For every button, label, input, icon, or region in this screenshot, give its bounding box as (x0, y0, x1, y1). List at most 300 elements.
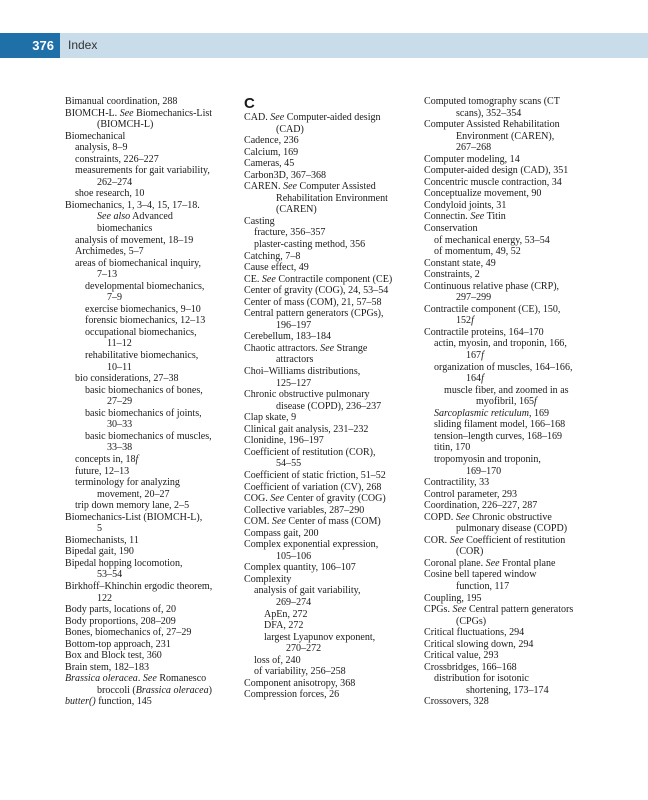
index-text: Bottom-top approach, 231 (65, 638, 171, 650)
index-line (424, 304, 609, 316)
index-line (65, 546, 245, 558)
index-text: Coefficient of restitution (COR), (244, 446, 376, 458)
index-text: Contractile component (CE), 150, (424, 303, 561, 315)
index-text: Birkhoff–Khinchin ergodic theorem, (65, 580, 213, 592)
index-text: Rehabilitation Environment (276, 192, 388, 204)
index-line (244, 227, 424, 239)
index-text: Catching, 7–8 (244, 250, 301, 262)
index-line (424, 350, 609, 362)
index-text: Romanesco (156, 673, 207, 685)
index-line (424, 165, 609, 177)
index-text: developmental biomechanics, (85, 280, 205, 292)
index-line (424, 188, 609, 200)
index-text: of mechanical energy, 53–54 (434, 234, 550, 246)
index-italic-text: See (270, 493, 285, 505)
index-line (244, 562, 424, 574)
index-line (424, 442, 609, 454)
index-text: BIOMCH-L. (65, 107, 120, 119)
index-line (424, 131, 609, 143)
index-text: Chronic obstructive (469, 511, 552, 523)
index-text: measurements for gait variability, (75, 165, 210, 177)
index-line (65, 581, 245, 593)
index-line (424, 466, 609, 478)
index-line (65, 350, 245, 362)
index-text: Coronal plane. (424, 557, 486, 569)
index-line (244, 216, 424, 228)
index-text: 196–197 (276, 319, 312, 331)
index-text: Bipedal hopping locomotion, (65, 557, 183, 569)
index-text: Cerebellum, 183–184 (244, 331, 332, 343)
index-text: (BIOMCH-L) (97, 119, 154, 131)
index-line (244, 297, 424, 309)
index-text: COR. (424, 534, 450, 546)
index-line (424, 662, 609, 674)
index-line (244, 389, 424, 401)
index-text: 54–55 (276, 458, 302, 470)
index-text: constraints, 226–227 (75, 153, 159, 165)
index-text: Center of mass (COM), 21, 57–58 (244, 296, 382, 308)
index-text: attractors (276, 354, 314, 366)
index-line (424, 246, 609, 258)
index-line (244, 470, 424, 482)
index-text: Coefficient of static friction, 51–52 (244, 469, 386, 481)
index-line (65, 246, 245, 258)
index-line (65, 523, 245, 535)
index-text: Biomechanics-List (BIOMCH-L), (65, 511, 203, 523)
index-text: terminology for analyzing (75, 477, 180, 489)
index-text: pulmonary disease (COPD) (456, 523, 568, 535)
index-line (65, 512, 245, 524)
index-line (244, 366, 424, 378)
index-text: 267–268 (456, 142, 492, 154)
index-text: 27–29 (107, 396, 133, 408)
index-text: Compression forces, 26 (244, 689, 340, 701)
index-column-1 (65, 96, 245, 708)
index-text: Connectin. (424, 211, 471, 223)
index-text: Biomechanics, 1, 3–4, 15, 17–18. (65, 199, 200, 211)
index-line (244, 678, 424, 690)
index-line (65, 396, 245, 408)
index-text: exercise biomechanics, 9–10 (85, 303, 201, 315)
index-text: Body proportions, 208–209 (65, 615, 176, 627)
index-italic-text: See (142, 673, 157, 685)
index-text: (COR) (456, 546, 484, 558)
index-line (424, 581, 609, 593)
index-text: organization of muscles, 164–166, (434, 361, 573, 373)
index-line (65, 223, 245, 235)
index-text: bio considerations, 27–38 (75, 373, 179, 385)
index-line (65, 604, 245, 616)
index-text: Strange (334, 342, 368, 354)
index-text: Calcium, 169 (244, 146, 299, 158)
index-line (244, 435, 424, 447)
index-text: ApEn, 272 (264, 608, 308, 620)
index-text: Critical value, 293 (424, 650, 499, 662)
index-text: 270–272 (286, 643, 322, 655)
index-line (424, 431, 609, 443)
index-text: Contractile proteins, 164–170 (424, 326, 544, 338)
index-italic-text: f (135, 453, 139, 465)
index-text: Center of gravity (COG), 24, 53–54 (244, 285, 389, 297)
index-line (424, 523, 609, 535)
index-text: Contractility, 33 (424, 477, 490, 489)
index-text: Constraints, 2 (424, 269, 480, 281)
index-text: CAREN. (244, 181, 284, 193)
index-line (424, 408, 609, 420)
index-line (65, 454, 245, 466)
page-number: 376 (0, 33, 60, 58)
index-line (65, 569, 245, 581)
index-line (244, 620, 424, 632)
index-text: Control parameter, 293 (424, 488, 518, 500)
index-line (424, 108, 609, 120)
index-text: plaster-casting method, 356 (254, 239, 366, 251)
index-line (65, 431, 245, 443)
index-line (424, 604, 609, 616)
index-text: 122 (97, 592, 113, 604)
index-line (244, 135, 424, 147)
index-text: Crossovers, 328 (424, 696, 489, 708)
index-line (424, 696, 609, 708)
index-line (244, 516, 424, 528)
index-text: 7–13 (97, 269, 118, 281)
index-text: 152 (456, 315, 472, 327)
index-line (424, 535, 609, 547)
section-title: Index (68, 38, 98, 52)
index-text: Chaotic attractors. (244, 342, 321, 354)
index-line (244, 285, 424, 297)
index-line (65, 419, 245, 431)
index-line (244, 378, 424, 390)
index-line (244, 251, 424, 263)
index-text: Carbon3D, 367–368 (244, 169, 327, 181)
index-text: myofibril, 165 (476, 396, 535, 408)
index-italic-text: See (283, 181, 298, 193)
index-line (65, 477, 245, 489)
index-line (65, 154, 245, 166)
index-line (244, 632, 424, 644)
index-text: (CAREN) (276, 204, 317, 216)
index-text: Coupling, 195 (424, 592, 482, 604)
index-text: 105–106 (276, 550, 312, 562)
index-line (244, 655, 424, 667)
index-text: 167 (466, 350, 482, 362)
index-line (424, 673, 609, 685)
index-line (244, 551, 424, 563)
index-text: Crossbridges, 166–168 (424, 661, 517, 673)
index-italic-text: See (455, 511, 470, 523)
index-line (244, 124, 424, 136)
index-line (244, 262, 424, 274)
index-line (65, 327, 245, 339)
index-text: 169–170 (466, 465, 502, 477)
index-line (65, 373, 245, 385)
index-line (424, 489, 609, 501)
index-line (65, 119, 245, 131)
index-text: Choi–Williams distributions, (244, 366, 361, 378)
index-line (65, 304, 245, 316)
index-text: fracture, 356–357 (254, 227, 326, 239)
index-line (244, 643, 424, 655)
index-text: forensic biomechanics, 12–13 (85, 315, 206, 327)
index-text: function, 145 (95, 696, 152, 708)
index-text: Clap skate, 9 (244, 412, 297, 424)
index-line (424, 627, 609, 639)
index-line (424, 477, 609, 489)
index-line (424, 454, 609, 466)
index-text: Cameras, 45 (244, 158, 295, 170)
index-text: Complexity (244, 573, 292, 585)
index-line (424, 558, 609, 570)
index-text: scans), 352–354 (456, 107, 522, 119)
index-text: , 169 (528, 407, 550, 419)
index-text: COPD. (424, 511, 456, 523)
index-line (424, 373, 609, 385)
index-text: Biomechanics-List (133, 107, 213, 119)
index-line (65, 500, 245, 512)
index-line (424, 616, 609, 628)
index-text: Environment (CAREN), (456, 130, 555, 142)
index-line (424, 500, 609, 512)
index-line (244, 505, 424, 517)
index-text: Computer Assisted Rehabilitation (424, 119, 560, 131)
index-text: Concentric muscle contraction, 34 (424, 176, 562, 188)
index-text: movement, 20–27 (97, 488, 170, 500)
index-text: Critical fluctuations, 294 (424, 627, 525, 639)
index-italic-text: Brassica oleracea (65, 673, 138, 685)
index-italic-text: See (449, 534, 464, 546)
index-text: COM. (244, 516, 272, 528)
index-line (424, 546, 609, 558)
index-line (424, 223, 609, 235)
index-text: analysis of movement, 18–19 (75, 234, 194, 246)
index-line (244, 343, 424, 355)
index-line (65, 385, 245, 397)
index-text: Central pattern generators (CPGs), (244, 308, 384, 320)
index-text: 33–38 (107, 442, 133, 454)
index-line (424, 338, 609, 350)
index-text: basic biomechanics of muscles, (85, 430, 212, 442)
index-text: basic biomechanics of joints, (85, 407, 202, 419)
index-column-3 (424, 96, 609, 708)
index-text: . (137, 673, 143, 685)
index-line (424, 569, 609, 581)
index-line (65, 466, 245, 478)
index-text: Conceptualize movement, 90 (424, 188, 542, 200)
index-line (244, 354, 424, 366)
index-line (65, 558, 245, 570)
index-line (65, 627, 245, 639)
index-text: biomechanics (97, 223, 153, 235)
index-text: Casting (244, 215, 275, 227)
index-text: Computer Assisted (297, 181, 376, 193)
index-text: COG. (244, 493, 271, 505)
index-text: Contractile component (CE) (275, 273, 393, 285)
index-text: Bimanual coordination, 288 (65, 96, 178, 107)
index-text: titin, 170 (434, 442, 471, 454)
index-text: Cosine bell tapered window (424, 569, 537, 581)
index-text: Biomechanical (65, 130, 126, 142)
index-italic-text: f (481, 373, 484, 385)
index-line (65, 165, 245, 177)
index-text: 30–33 (107, 419, 133, 431)
index-line (65, 362, 245, 374)
index-line (424, 650, 609, 662)
index-line (424, 200, 609, 212)
index-text: 11–12 (107, 338, 132, 350)
index-line (65, 96, 245, 108)
index-line (65, 142, 245, 154)
index-line (424, 327, 609, 339)
index-line (244, 412, 424, 424)
index-text: Cause effect, 49 (244, 262, 309, 274)
index-line (65, 108, 245, 120)
index-line (244, 308, 424, 320)
index-line (424, 315, 609, 327)
index-line (424, 593, 609, 605)
index-italic-text: f (534, 396, 537, 408)
index-line (244, 320, 424, 332)
index-line (424, 419, 609, 431)
index-line (65, 177, 245, 189)
index-line (65, 442, 245, 454)
index-text: Coefficient of variation (CV), 268 (244, 481, 382, 493)
index-text: Complex quantity, 106–107 (244, 562, 356, 574)
index-line (424, 96, 609, 108)
index-italic-text: See (452, 604, 467, 616)
index-text: function, 117 (456, 580, 510, 592)
index-line (424, 385, 609, 397)
index-text: 164 (466, 373, 482, 385)
index-text: of momentum, 49, 52 (434, 246, 521, 258)
index-line (244, 170, 424, 182)
index-line (244, 447, 424, 459)
index-line (424, 512, 609, 524)
index-text: Titin (484, 211, 506, 223)
index-text: CE. (244, 273, 262, 285)
index-italic-text: butter() (65, 696, 96, 708)
index-line (244, 458, 424, 470)
index-text: 125–127 (276, 377, 312, 389)
index-line (65, 200, 245, 212)
index-text: muscle fiber, and zoomed in as (444, 384, 569, 396)
index-line (424, 142, 609, 154)
index-line (424, 281, 609, 293)
index-text: Clinical gait analysis, 231–232 (244, 423, 369, 435)
index-text: Clonidine, 196–197 (244, 435, 324, 447)
index-line (424, 235, 609, 247)
index-text: 297–299 (456, 292, 492, 304)
index-text: 53–54 (97, 569, 123, 581)
index-line (244, 609, 424, 621)
index-text: sliding filament model, 166–168 (434, 419, 566, 431)
index-line (424, 362, 609, 374)
index-line (244, 597, 424, 609)
index-line (65, 235, 245, 247)
index-text: Bones, biomechanics of, 27–29 (65, 627, 192, 639)
index-text: Computed tomography scans (CT (424, 96, 560, 107)
index-text: Complex exponential expression, (244, 539, 379, 551)
index-text: tropomyosin and troponin, (434, 453, 541, 465)
index-line (424, 292, 609, 304)
index-text: Constant state, 49 (424, 257, 496, 269)
index-line (244, 493, 424, 505)
index-text: Central pattern generators (466, 604, 574, 616)
index-italic-text: See (320, 342, 335, 354)
index-line (65, 408, 245, 420)
index-italic-text: See (270, 112, 285, 123)
index-italic-text: Sarcoplasmic reticulum (434, 407, 529, 419)
index-text: of variability, 256–258 (254, 666, 346, 678)
index-text: shoe research, 10 (75, 188, 145, 200)
index-line (244, 147, 424, 159)
index-text: (CAD) (276, 123, 304, 135)
index-italic-text: See also (97, 211, 131, 223)
index-line (65, 593, 245, 605)
index-italic-text: See (261, 273, 276, 285)
index-text: Center of mass (COM) (285, 516, 381, 528)
index-line (65, 338, 245, 350)
index-line (65, 696, 245, 708)
index-text: Bipedal gait, 190 (65, 546, 134, 558)
index-text: 5 (97, 523, 103, 535)
index-text: areas of biomechanical inquiry, (75, 257, 201, 269)
index-text: Computer-aided design (284, 112, 381, 123)
index-italic-text: f (471, 315, 474, 327)
index-text: analysis, 8–9 (75, 142, 128, 154)
index-line (244, 193, 424, 205)
index-line (244, 528, 424, 540)
index-line (65, 662, 245, 674)
index-line (65, 292, 245, 304)
index-text: 10–11 (107, 361, 132, 373)
index-text: Cadence, 236 (244, 135, 299, 147)
index-line (244, 274, 424, 286)
index-line (65, 281, 245, 293)
index-text: Conservation (424, 223, 478, 235)
index-text: tension–length curves, 168–169 (434, 430, 563, 442)
index-line (244, 112, 424, 124)
index-text: Biomechanists, 11 (65, 534, 139, 546)
index-text: CAD. (244, 112, 271, 123)
index-text: loss of, 240 (254, 654, 301, 666)
index-line (65, 211, 245, 223)
index-text: disease (COPD), 236–237 (276, 400, 382, 412)
index-text: occupational biomechanics, (85, 326, 197, 338)
index-text: distribution for isotonic (434, 673, 529, 685)
index-line (424, 269, 609, 281)
index-line (424, 639, 609, 651)
index-line (244, 666, 424, 678)
index-line (65, 535, 245, 547)
index-text: rehabilitative biomechanics, (85, 350, 199, 362)
index-text: trip down memory lane, 2–5 (75, 500, 190, 512)
index-line (244, 204, 424, 216)
index-italic-text: Brassica oleracea (135, 684, 209, 696)
index-line (65, 685, 245, 697)
index-line (65, 639, 245, 651)
index-line (65, 269, 245, 281)
index-text: Advanced (130, 211, 173, 223)
index-text: Critical slowing down, 294 (424, 638, 534, 650)
index-text: Collective variables, 287–290 (244, 504, 365, 516)
index-italic-text: See (271, 516, 286, 528)
index-line (244, 585, 424, 597)
index-text: actin, myosin, and troponin, 166, (434, 338, 567, 350)
index-text: 7–9 (107, 292, 123, 304)
index-line (424, 177, 609, 189)
index-text: Coordination, 226–227, 287 (424, 500, 538, 512)
